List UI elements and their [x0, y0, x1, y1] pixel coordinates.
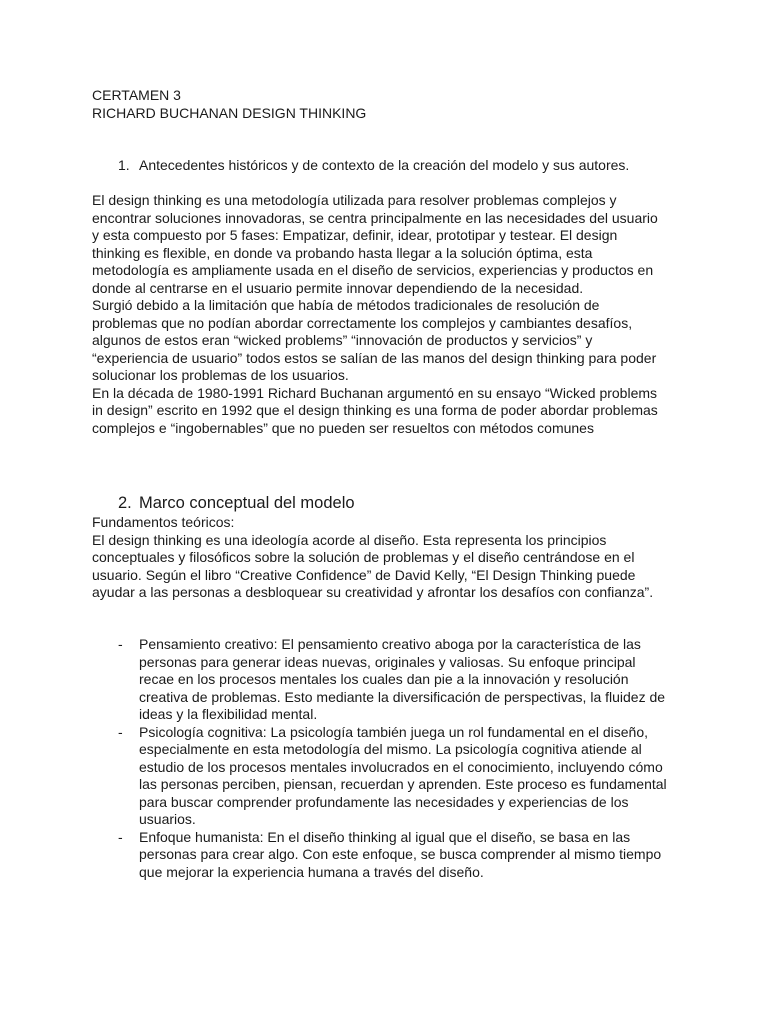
section-2-heading [118, 493, 355, 513]
header-title: CERTAMEN 3 [92, 87, 181, 103]
header-subtitle: RICHARD BUCHANAN DESIGN THINKING [92, 105, 367, 121]
list-item [118, 829, 678, 882]
bullet-text: Pensamiento creativo: El pensamiento creativo aboga por la característica de las personas para generar ideas nuevas, originales y valiosas. Su enfoque principal recae en los procesos mentales los cuales dan pie a la innovación y resolución creativa de problemas. Esto mediante la diversificación de perspectivas, la fluidez de ideas y la flexibilidad mental. [139, 636, 666, 722]
section-2-number: 2. [118, 494, 132, 512]
bullet-marker: - [118, 723, 123, 740]
list-item [118, 636, 678, 724]
section-1-number: 1. [118, 157, 130, 173]
section-2-title: Marco conceptual del modelo [139, 494, 355, 512]
section-2-paragraph: Fundamentos teóricos: El design thinking es una ideología acorde al diseño. Esta representa los principios conceptuales y filosóficos sobre la solución de problemas y el diseño centrándose en el usuario. Según el libro “Creative Confidence” de David Kelly, “El Design Thinking puede ayudar a las personas a desbloquear su creatividad y afrontar los desafíos con confianza”. [92, 514, 654, 600]
bullet-text: Psicología cognitiva: La psicología también juega un rol fundamental en el diseño, especialmente en esta metodología del mismo. La psicología cognitiva atiende al estudio de los procesos mentales involucrados en el conocimiento, incluyendo cómo las personas perciben, piensan, recuerdan y aprenden. Este proceso es fundamental para buscar comprender profundamente las necesidades y experiencias de los usuarios. [139, 723, 667, 827]
bullet-marker: - [118, 828, 123, 845]
bullet-marker: - [118, 636, 123, 652]
document-header [92, 86, 366, 122]
list-item [118, 724, 678, 829]
bullet-text: Enfoque humanista: En el diseño thinking al igual que el diseño, se basa en las personas para crear algo. Con este enfoque, se busca comprender al mismo tiempo que mejorar la experiencia humana a través del diseño. [139, 828, 662, 880]
section-1-title: Antecedentes históricos y de contexto de la creación del modelo y sus autores. [139, 157, 630, 173]
section-1-heading [118, 156, 629, 174]
bullet-list [118, 636, 678, 881]
section-1-paragraph: El design thinking es una metodología utilizada para resolver problemas complejos y encontrar soluciones innovadoras, se centra principalmente en las necesidades del usuario y esta compuesto por 5 fases: Empatizar, definir, idear, prototipar y testear. El design thinking es flexible, en donde va probando hasta llegar a la solución óptima, esta metodología es ampliamente usada en el diseño de servicios, experiencias y productos en donde al centrarse en el usuario permite innovar dependiendo de la necesidad. Surgió debido a la limitación que había de métodos tradicionales de resolución de problemas que no podían abordar correctamente los complejos y cambiantes desafíos, algunos de estos eran “wicked problems” “innovación de productos y servicios” y “experiencia de usuario” todos estos se salían de las manos del design thinking para poder solucionar los problemas de los usuarios. En la década de 1980-1991 Richard Buchanan argumentó en su ensayo “Wicked problems in design” escrito en 1992 que el design thinking es una forma de poder abordar problemas complejos e “ingobernables” que no pueden ser resueltos con métodos comunes [92, 192, 658, 436]
